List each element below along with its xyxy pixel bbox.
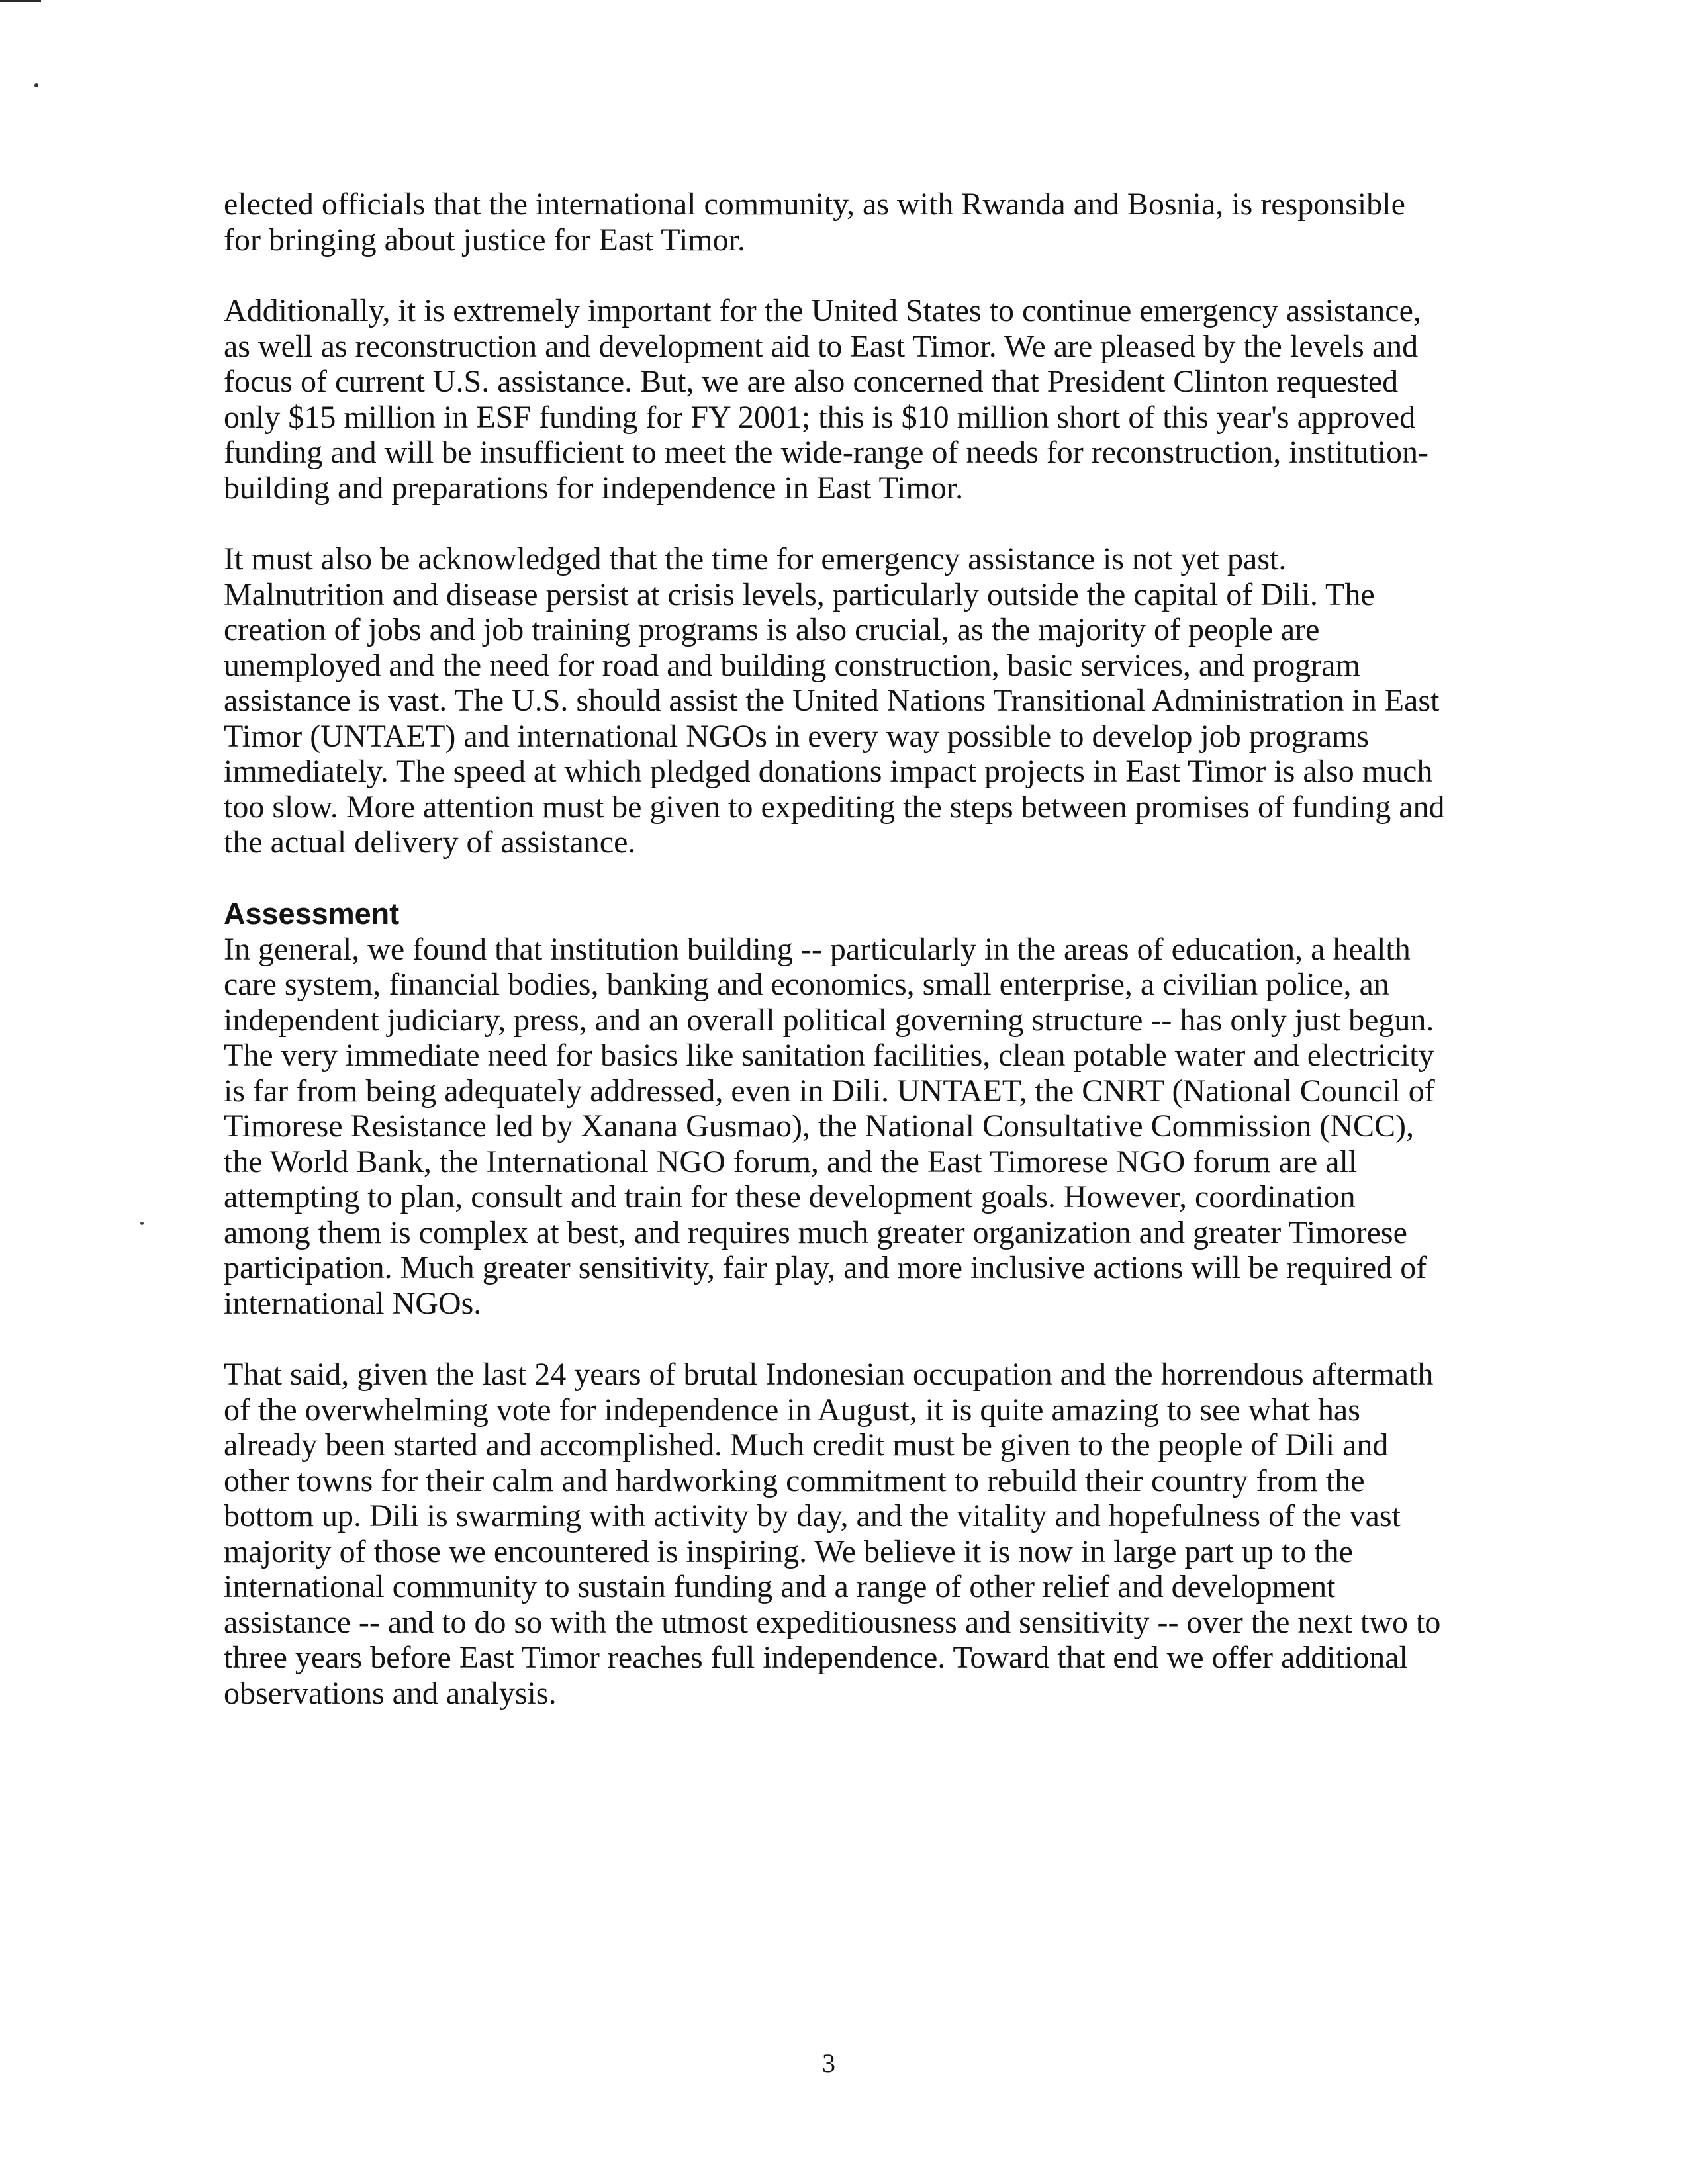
paragraph-emergency-assistance: It must also be acknowledged that the time for emergency assistance is not yet past. Malnutrition and disease persist at crisis levels, particularly outside the capital of Dili. The creation of jobs and job training programs is also crucial, as the majority of people are unemployed and the need for road and building construction, basic services, and program assistance is vast. The U.S. should assist the United Nations Transitional Administration in East Timor (UNTAET) and international NGOs in every way possible to develop job programs immediately. The speed at which pledged donations impact projects in East Timor is also much too slow. More attention must be given to expediting the steps between promises of funding and the actual delivery of assistance. bbox=[224, 541, 1445, 860]
paragraph-outlook: That said, given the last 24 years of brutal Indonesian occupation and the horrendous aftermath of the overwhelming vote for independence in August, it is quite amazing to see what has already been started and accomplished. Much credit must be given to the people of Dili and other towns for their calm and hardworking commitment to rebuild their country from the bottom up. Dili is swarming with activity by day, and the vitality and hopefulness of the vast majority of those we encountered is inspiring. We believe it is now in large part up to the international community to sustain funding and a range of other relief and development assistance -- and to do so with the utmost expeditiousness and sensitivity -- over the next two to three years before East Timor reaches full independence. Toward that end we offer additional observations and analysis. bbox=[224, 1357, 1441, 1711]
paragraph-assistance-funding: Additionally, it is extremely important for the United States to continue emergency assistance, as well as reconstruction and development aid to East Timor. We are pleased by the levels and focus of current U.S. assistance. But, we are also concerned that President Clinton requested only $15 million in ESF funding for FY 2001; this is $10 million short of this year's approved funding and will be insufficient to meet the wide-range of needs for reconstruction, institution-building and preparations for independence in East Timor. bbox=[224, 293, 1428, 506]
paragraph-justice: elected officials that the international community, as with Rwanda and Bosnia, is responsible for bringing about justice for East Timor. bbox=[224, 187, 1405, 257]
assessment-section bbox=[224, 896, 1448, 1711]
page-number: 3 bbox=[822, 2048, 835, 2078]
scan-speck bbox=[140, 1222, 144, 1225]
assessment-heading: Assessment bbox=[224, 896, 400, 931]
document-body bbox=[224, 187, 1448, 1711]
paragraph-institution-building: In general, we found that institution building -- particularly in the areas of education, a health care system, financial bodies, banking and economics, small enterprise, a civilian police, an independent judiciary, press, and an overall political governing structure -- has only just begun. The very immediate need for basics like sanitation facilities, clean potable water and electricity is far from being adequately addressed, even in Dili. UNTAET, the CNRT (National Council of Timorese Resistance led by Xanana Gusmao), the National Consultative Commission (NCC), the World Bank, the International NGO forum, and the East Timorese NGO forum are all attempting to plan, consult and train for these development goals. However, coordination among them is complex at best, and requires much greater organization and greater Timorese participation. Much greater sensitivity, fair play, and more inclusive actions will be required of international NGOs. bbox=[224, 931, 1435, 1321]
scan-edge-mark bbox=[0, 0, 41, 2]
scan-speck bbox=[34, 83, 38, 87]
